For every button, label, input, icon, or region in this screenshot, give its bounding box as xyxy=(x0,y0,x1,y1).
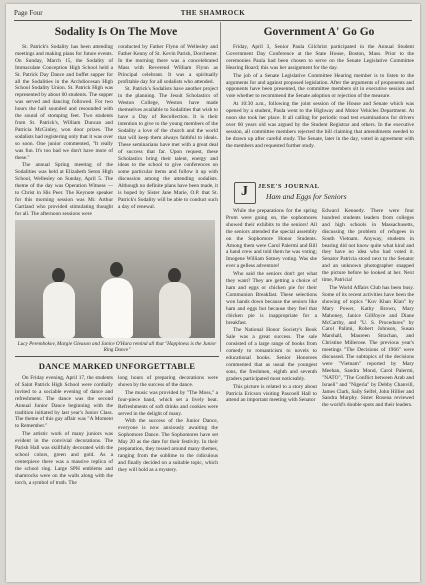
journal-title: Ham and Eggs for Seniors xyxy=(266,192,347,201)
sodality-column-2 xyxy=(118,44,218,216)
photo-caption: Lucy Perembokov, Margie Gleason and Janice O'Hara remind all that "Happiness is the Junior Ring Dance" xyxy=(17,341,217,354)
column-divider xyxy=(220,22,221,352)
government-para: The job of a Senate Legislative Committee Hearing member is to listen to the arguments for and against proposed legislation. After the arguments of proponents and opponents have been presented, the committee members sit in executive session and vote whether to recommend the Senate adoption or rejection of the measure. xyxy=(226,72,414,100)
dance-para: With the success of the Junior Dance, everyone is now anxiously awaiting the Sophomore Dance. The Sophomores have set May 20 as the date for their festivity. In their preparation, they tossed around many themes, ranging from the sublime to the ridiculous and finally decided on a suitable topic, which they will hold as a mystery. xyxy=(118,418,218,473)
sodality-headline: Sodality Is On The Move xyxy=(54,26,178,38)
newspaper-page xyxy=(6,4,420,582)
journal-para: The National Honor Society's Book Sale was a great success. The sale consisted of a large range of books from comedy to romanticism to novels to educational books. Senior Honorees commented that as usual the youngest sons, the freshmen, eighth and seventh graders participated most noticeably. xyxy=(226,327,317,382)
journal-para: While the preparations for the spring Prom were going on, the sophomores showed their exhibits to the seniors! All the seniors attended the special assembly on the Sophomore Honor Students. Among them were Carol Palermi and Bill a hand crew and told them he was voting; Imogene William Sotney voting. Was she ever a gelless adventure! xyxy=(226,208,317,270)
journal-para: The World Affairs Club has been busy. Some of its recent activities have been the showing of topics "Kuv Khan Klan" by Mary Power, Kathy Brown, Mary Mahoney, Janice Gillfoyce and Diane McCarthy, and "U. S. Procedures" by Carol Palimi, Robert Johnson, Susan Marshall, Maureen Strachan, and Christine Millerose. The previous year's meetings "The Decisions of 1966" were discussed. The subtopics of the decisions were "Vietnam" reported by Mary Meehan, Sandra Mond, Carol Palermi, "NATO", "The Conflict between Arab and Israeli" and "Nigeria" by Debby Chanvill, James Clark, Sally Selfel, John Hillier and Sandra Murphy. Sister Rosena reviewed the world's double spots and their leaders. xyxy=(322,284,414,409)
dance-column-2 xyxy=(118,375,218,581)
dance-para: long hours of preparing decorations were shown by the success of the dance. xyxy=(118,375,218,388)
journal-column-1 xyxy=(226,208,317,422)
sodality-para: St. Patrick's Sodality has been attending meetings and making plans for future events. On Sunday, March 15, the Sodality of Immaculate Conception High School held a St. Patrick Day Dance and buffet supper for all the Sodalities in the Archdiocesan High School Sodality Union. St. Patrick High was represented by about 60 students. The supper was served and dancing followed. For two hours the hall sounded and resounded with the sound of stomping feet. Two students from St. Patrick's, William Duncan and Patricia McGinley, won door prizes. The sodalists had registering only that it was over so soon. One junior commented, "It really was fun. It's too bad we don't have more of these." xyxy=(15,44,113,161)
dance-column-1 xyxy=(15,375,113,581)
dance-para: The artistic work of many juniors was evident in the convivial decorations. The Parish Hall was skillfully decorated with the school colors, green and gold. As a centerpiece there was a massive replica of the school ring. Large SPH emblems and shamrocks were on the walls along with the torch, a symbol of truth. The xyxy=(15,431,113,486)
section-divider xyxy=(15,356,219,357)
person-figure xyxy=(97,254,137,338)
sodality-para: conducted by Father Flynn of Wellesley and Father Kenny of St. Kevin Parish, Dorchester. In the morning there was a concelebrated Mass with Reverend William Flynn as Principal celebrant. It was a spiritually profitable day for all sodalists who attended. xyxy=(118,44,218,85)
sodality-para: The annual Spring meeting of the Sodalities was held at Elizabeth Seton High School, Wellesley on Sunday, April 5. The theme of the day was Operation Witness — to Christ in His Peer. The Keynote speaker for this morning session was Mr. Arthur Gartland who provided stimulating thought for all. The afternoon sessions were xyxy=(15,162,113,216)
government-headline: Government A' Go Go xyxy=(263,26,375,38)
page-number: Page Four xyxy=(14,9,43,17)
government-body xyxy=(226,44,414,178)
journal-label: JESE'S JOURNAL xyxy=(258,183,320,190)
journal-logo-icon: J xyxy=(234,182,256,204)
journal-para: Edward Kennedy. There were four hundred students leaders from colleges and high schools in Massachusetts, discussing the problem of refugees in South Vietnam. Anyway, students in bearing did not know quite what kind and they have no idea who had voted it. Senator Patricia stood next to the Senator and an unknown photographer snapped the picture before he looked at her. Next time, Patricia! xyxy=(322,208,414,284)
journal-column-2 xyxy=(322,208,414,422)
junior-ring-dance-photo xyxy=(15,220,215,338)
dance-para: The music was provided by "The Moss," a four-piece band, which set a lively beat. Refreshments of soft drinks and cookies were served in the delight of many. xyxy=(118,389,218,417)
journal-para: This picture is related to a story about Patricia Ericson visiting Pascoell Hall to attend an important meeting with Senator xyxy=(226,383,317,404)
government-para: At 10:30 a.m., following the joint session of the House and Senate which was opened by a student, Paula went to the Highway and Motor Vehicles Department. At noon she took her place. It all calling for periodic road test examinations for drivers over 60 years old was argued by the Student Registrar and others. In the executive session, all committee members rejected the bill claiming that amendments needed to be drawn up after careful study. The Senate, later in the day, voted in agreement with the members and requested further study. xyxy=(226,101,414,149)
government-para: Friday, April 3, Senior Paula Gilchrist participated in the Annual Student Government Day Conference at the State House, Boston, Mass. Prior to the ceremonies Paula had been chosen to serve on the Senate Legislative Committee Hearing Board; this was her assignment for the day. xyxy=(226,44,414,71)
person-figure xyxy=(39,258,79,338)
person-figure xyxy=(155,258,195,338)
journal-para: Who said the seniors don't get what they want? They are getting a choice of ham and eggs or chicken pie for their Communion Breakfast. These selections won hands down because the seniors like ham and eggs but because they feel that chicken pie is inappropriate for a breakfast. xyxy=(226,271,317,326)
journal-header xyxy=(224,182,414,204)
sodality-column-1 xyxy=(15,44,113,216)
paper-name: THE SHAMROCK xyxy=(180,9,246,17)
dance-headline: DANCE MARKED UNFORGETTABLE xyxy=(38,361,196,371)
running-head xyxy=(14,8,412,21)
dance-para: On Friday evening, April 17, the students of Saint Patrick High School were cordially invited to a sociable evening of dance and refreshment. The dance was the second Annual Junior Dance beginning with the tradition initiated by last year's Junior Class. The theme of this gay affair was "A Moment to Remember." xyxy=(15,375,113,430)
sodality-para: St. Patrick's Sodalists have another project in the planning. The Jesuit Scholastics of Weston College, Weston have made themselves available to Sodalities that wish to have a Day of Recollection. It is their intention to give to the young members of the Sodality a love of the church and the world that will keep them always faithful to ideals. These seminarians have met with a great deal of success that far. Upon request, these Scholastics bring their talent, energy and ideas to the school to give conferences on some particular items and follow it up with discussion among the attending sodalists. Although no definite plans have been made, it is hoped by Sister Jane Marie, O.P. that St. Patrick's Sodality will be able to conduct such a day of renewal. xyxy=(118,86,218,210)
